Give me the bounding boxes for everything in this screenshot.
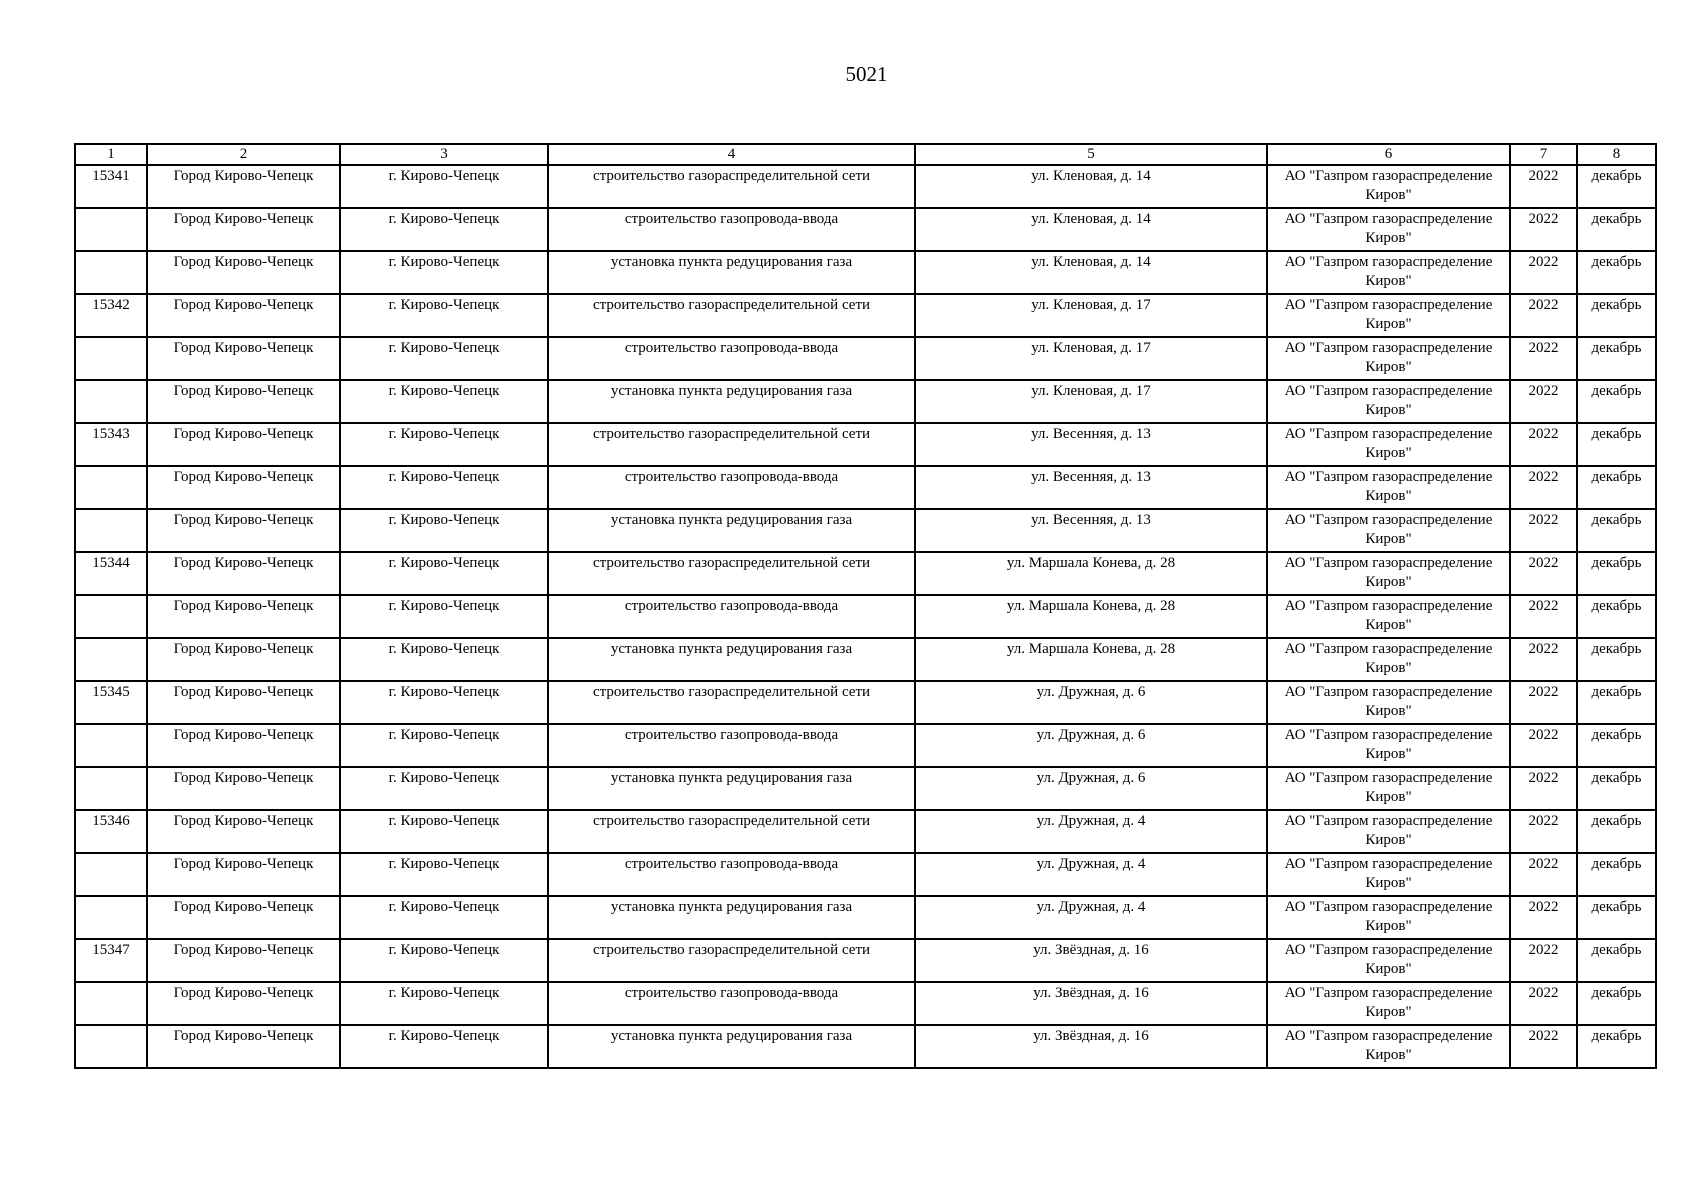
work-type-cell: установка пункта редуцирования газа bbox=[548, 638, 915, 681]
row-number-cell: 15342 bbox=[75, 294, 147, 337]
month-cell: декабрь bbox=[1577, 380, 1656, 423]
address-cell: ул. Весенняя, д. 13 bbox=[915, 509, 1267, 552]
column-header: 3 bbox=[340, 144, 548, 165]
year-cell: 2022 bbox=[1510, 681, 1577, 724]
municipality-cell: Город Кирово-Чепецк bbox=[147, 767, 340, 810]
locality-cell: г. Кирово-Чепецк bbox=[340, 767, 548, 810]
month-cell: декабрь bbox=[1577, 982, 1656, 1025]
address-cell: ул. Кленовая, д. 14 bbox=[915, 251, 1267, 294]
work-type-cell: строительство газораспределительной сети bbox=[548, 681, 915, 724]
address-cell: ул. Дружная, д. 6 bbox=[915, 681, 1267, 724]
work-type-cell: строительство газопровода-ввода bbox=[548, 208, 915, 251]
table-row bbox=[75, 810, 1656, 853]
row-number-cell bbox=[75, 982, 147, 1025]
organization-cell: АО "Газпром газораспределение Киров" bbox=[1267, 251, 1510, 294]
municipality-cell: Город Кирово-Чепецк bbox=[147, 509, 340, 552]
work-type-cell: установка пункта редуцирования газа bbox=[548, 380, 915, 423]
month-cell: декабрь bbox=[1577, 767, 1656, 810]
organization-cell: АО "Газпром газораспределение Киров" bbox=[1267, 509, 1510, 552]
municipality-cell: Город Кирово-Чепецк bbox=[147, 466, 340, 509]
year-cell: 2022 bbox=[1510, 853, 1577, 896]
work-type-cell: установка пункта редуцирования газа bbox=[548, 896, 915, 939]
organization-cell: АО "Газпром газораспределение Киров" bbox=[1267, 896, 1510, 939]
address-cell: ул. Маршала Конева, д. 28 bbox=[915, 552, 1267, 595]
row-number-cell bbox=[75, 1025, 147, 1068]
address-cell: ул. Кленовая, д. 17 bbox=[915, 380, 1267, 423]
work-type-cell: строительство газопровода-ввода bbox=[548, 853, 915, 896]
address-cell: ул. Звёздная, д. 16 bbox=[915, 1025, 1267, 1068]
column-header: 4 bbox=[548, 144, 915, 165]
table-row bbox=[75, 1025, 1656, 1068]
row-number-cell bbox=[75, 509, 147, 552]
organization-cell: АО "Газпром газораспределение Киров" bbox=[1267, 810, 1510, 853]
locality-cell: г. Кирово-Чепецк bbox=[340, 810, 548, 853]
month-cell: декабрь bbox=[1577, 552, 1656, 595]
work-type-cell: установка пункта редуцирования газа bbox=[548, 767, 915, 810]
month-cell: декабрь bbox=[1577, 939, 1656, 982]
table-row bbox=[75, 853, 1656, 896]
address-cell: ул. Маршала Конева, д. 28 bbox=[915, 595, 1267, 638]
organization-cell: АО "Газпром газораспределение Киров" bbox=[1267, 853, 1510, 896]
locality-cell: г. Кирово-Чепецк bbox=[340, 939, 548, 982]
locality-cell: г. Кирово-Чепецк bbox=[340, 552, 548, 595]
address-cell: ул. Звёздная, д. 16 bbox=[915, 939, 1267, 982]
address-cell: ул. Кленовая, д. 14 bbox=[915, 165, 1267, 208]
address-cell: ул. Дружная, д. 6 bbox=[915, 767, 1267, 810]
year-cell: 2022 bbox=[1510, 767, 1577, 810]
column-header: 7 bbox=[1510, 144, 1577, 165]
month-cell: декабрь bbox=[1577, 638, 1656, 681]
month-cell: декабрь bbox=[1577, 251, 1656, 294]
year-cell: 2022 bbox=[1510, 251, 1577, 294]
locality-cell: г. Кирово-Чепецк bbox=[340, 509, 548, 552]
row-number-cell bbox=[75, 638, 147, 681]
address-cell: ул. Кленовая, д. 17 bbox=[915, 294, 1267, 337]
table-row bbox=[75, 982, 1656, 1025]
organization-cell: АО "Газпром газораспределение Киров" bbox=[1267, 380, 1510, 423]
locality-cell: г. Кирово-Чепецк bbox=[340, 337, 548, 380]
locality-cell: г. Кирово-Чепецк bbox=[340, 681, 548, 724]
table-row bbox=[75, 638, 1656, 681]
row-number-cell: 15346 bbox=[75, 810, 147, 853]
address-cell: ул. Кленовая, д. 17 bbox=[915, 337, 1267, 380]
month-cell: декабрь bbox=[1577, 1025, 1656, 1068]
table-row bbox=[75, 423, 1656, 466]
column-header: 8 bbox=[1577, 144, 1656, 165]
column-header: 2 bbox=[147, 144, 340, 165]
locality-cell: г. Кирово-Чепецк bbox=[340, 294, 548, 337]
month-cell: декабрь bbox=[1577, 896, 1656, 939]
header-row bbox=[75, 144, 1656, 165]
address-cell: ул. Дружная, д. 6 bbox=[915, 724, 1267, 767]
address-cell: ул. Кленовая, д. 14 bbox=[915, 208, 1267, 251]
year-cell: 2022 bbox=[1510, 724, 1577, 767]
municipality-cell: Город Кирово-Чепецк bbox=[147, 982, 340, 1025]
row-number-cell bbox=[75, 466, 147, 509]
work-type-cell: строительство газопровода-ввода bbox=[548, 724, 915, 767]
locality-cell: г. Кирово-Чепецк bbox=[340, 165, 548, 208]
year-cell: 2022 bbox=[1510, 380, 1577, 423]
row-number-cell bbox=[75, 595, 147, 638]
municipality-cell: Город Кирово-Чепецк bbox=[147, 724, 340, 767]
month-cell: декабрь bbox=[1577, 466, 1656, 509]
table-row bbox=[75, 767, 1656, 810]
locality-cell: г. Кирово-Чепецк bbox=[340, 595, 548, 638]
municipality-cell: Город Кирово-Чепецк bbox=[147, 896, 340, 939]
municipality-cell: Город Кирово-Чепецк bbox=[147, 337, 340, 380]
municipality-cell: Город Кирово-Чепецк bbox=[147, 165, 340, 208]
work-type-cell: строительство газораспределительной сети bbox=[548, 294, 915, 337]
table-row bbox=[75, 380, 1656, 423]
address-cell: ул. Дружная, д. 4 bbox=[915, 853, 1267, 896]
year-cell: 2022 bbox=[1510, 896, 1577, 939]
month-cell: декабрь bbox=[1577, 165, 1656, 208]
locality-cell: г. Кирово-Чепецк bbox=[340, 724, 548, 767]
locality-cell: г. Кирово-Чепецк bbox=[340, 380, 548, 423]
page-number: 5021 bbox=[845, 62, 888, 86]
address-cell: ул. Маршала Конева, д. 28 bbox=[915, 638, 1267, 681]
row-number-cell bbox=[75, 337, 147, 380]
organization-cell: АО "Газпром газораспределение Киров" bbox=[1267, 294, 1510, 337]
month-cell: декабрь bbox=[1577, 681, 1656, 724]
year-cell: 2022 bbox=[1510, 638, 1577, 681]
row-number-cell: 15343 bbox=[75, 423, 147, 466]
locality-cell: г. Кирово-Чепецк bbox=[340, 982, 548, 1025]
column-header: 5 bbox=[915, 144, 1267, 165]
municipality-cell: Город Кирово-Чепецк bbox=[147, 939, 340, 982]
month-cell: декабрь bbox=[1577, 509, 1656, 552]
organization-cell: АО "Газпром газораспределение Киров" bbox=[1267, 337, 1510, 380]
row-number-cell bbox=[75, 724, 147, 767]
month-cell: декабрь bbox=[1577, 294, 1656, 337]
work-type-cell: строительство газораспределительной сети bbox=[548, 165, 915, 208]
table-row bbox=[75, 595, 1656, 638]
organization-cell: АО "Газпром газораспределение Киров" bbox=[1267, 724, 1510, 767]
locality-cell: г. Кирово-Чепецк bbox=[340, 251, 548, 294]
column-header: 1 bbox=[75, 144, 147, 165]
year-cell: 2022 bbox=[1510, 939, 1577, 982]
year-cell: 2022 bbox=[1510, 294, 1577, 337]
work-type-cell: установка пункта редуцирования газа bbox=[548, 251, 915, 294]
organization-cell: АО "Газпром газораспределение Киров" bbox=[1267, 466, 1510, 509]
table-row bbox=[75, 208, 1656, 251]
row-number-cell bbox=[75, 896, 147, 939]
table-row bbox=[75, 165, 1656, 208]
municipality-cell: Город Кирово-Чепецк bbox=[147, 681, 340, 724]
year-cell: 2022 bbox=[1510, 165, 1577, 208]
table-row bbox=[75, 681, 1656, 724]
table-row bbox=[75, 337, 1656, 380]
month-cell: декабрь bbox=[1577, 208, 1656, 251]
address-cell: ул. Весенняя, д. 13 bbox=[915, 466, 1267, 509]
month-cell: декабрь bbox=[1577, 337, 1656, 380]
work-type-cell: строительство газопровода-ввода bbox=[548, 595, 915, 638]
locality-cell: г. Кирово-Чепецк bbox=[340, 1025, 548, 1068]
address-cell: ул. Звёздная, д. 16 bbox=[915, 982, 1267, 1025]
work-type-cell: установка пункта редуцирования газа bbox=[548, 509, 915, 552]
address-cell: ул. Дружная, д. 4 bbox=[915, 810, 1267, 853]
municipality-cell: Город Кирово-Чепецк bbox=[147, 1025, 340, 1068]
address-cell: ул. Дружная, д. 4 bbox=[915, 896, 1267, 939]
month-cell: декабрь bbox=[1577, 810, 1656, 853]
municipality-cell: Город Кирово-Чепецк bbox=[147, 552, 340, 595]
locality-cell: г. Кирово-Чепецк bbox=[340, 423, 548, 466]
municipality-cell: Город Кирово-Чепецк bbox=[147, 208, 340, 251]
table-row bbox=[75, 294, 1656, 337]
work-type-cell: строительство газораспределительной сети bbox=[548, 939, 915, 982]
month-cell: декабрь bbox=[1577, 423, 1656, 466]
municipality-cell: Город Кирово-Чепецк bbox=[147, 853, 340, 896]
year-cell: 2022 bbox=[1510, 810, 1577, 853]
work-type-cell: строительство газораспределительной сети bbox=[548, 552, 915, 595]
organization-cell: АО "Газпром газораспределение Киров" bbox=[1267, 595, 1510, 638]
year-cell: 2022 bbox=[1510, 1025, 1577, 1068]
table-row bbox=[75, 896, 1656, 939]
year-cell: 2022 bbox=[1510, 595, 1577, 638]
locality-cell: г. Кирово-Чепецк bbox=[340, 638, 548, 681]
organization-cell: АО "Газпром газораспределение Киров" bbox=[1267, 939, 1510, 982]
table-row bbox=[75, 509, 1656, 552]
municipality-cell: Город Кирово-Чепецк bbox=[147, 294, 340, 337]
column-header: 6 bbox=[1267, 144, 1510, 165]
year-cell: 2022 bbox=[1510, 423, 1577, 466]
month-cell: декабрь bbox=[1577, 724, 1656, 767]
municipality-cell: Город Кирово-Чепецк bbox=[147, 380, 340, 423]
table-row bbox=[75, 466, 1656, 509]
work-type-cell: строительство газораспределительной сети bbox=[548, 810, 915, 853]
municipality-cell: Город Кирово-Чепецк bbox=[147, 810, 340, 853]
work-type-cell: установка пункта редуцирования газа bbox=[548, 1025, 915, 1068]
data-table bbox=[74, 143, 1657, 1069]
municipality-cell: Город Кирово-Чепецк bbox=[147, 638, 340, 681]
row-number-cell bbox=[75, 767, 147, 810]
work-type-cell: строительство газопровода-ввода bbox=[548, 466, 915, 509]
locality-cell: г. Кирово-Чепецк bbox=[340, 896, 548, 939]
table-body bbox=[75, 165, 1656, 1068]
table-row bbox=[75, 939, 1656, 982]
municipality-cell: Город Кирово-Чепецк bbox=[147, 595, 340, 638]
organization-cell: АО "Газпром газораспределение Киров" bbox=[1267, 1025, 1510, 1068]
year-cell: 2022 bbox=[1510, 982, 1577, 1025]
year-cell: 2022 bbox=[1510, 208, 1577, 251]
row-number-cell: 15345 bbox=[75, 681, 147, 724]
organization-cell: АО "Газпром газораспределение Киров" bbox=[1267, 208, 1510, 251]
row-number-cell bbox=[75, 208, 147, 251]
work-type-cell: строительство газопровода-ввода bbox=[548, 982, 915, 1025]
locality-cell: г. Кирово-Чепецк bbox=[340, 466, 548, 509]
address-cell: ул. Весенняя, д. 13 bbox=[915, 423, 1267, 466]
locality-cell: г. Кирово-Чепецк bbox=[340, 853, 548, 896]
organization-cell: АО "Газпром газораспределение Киров" bbox=[1267, 681, 1510, 724]
organization-cell: АО "Газпром газораспределение Киров" bbox=[1267, 767, 1510, 810]
organization-cell: АО "Газпром газораспределение Киров" bbox=[1267, 165, 1510, 208]
organization-cell: АО "Газпром газораспределение Киров" bbox=[1267, 982, 1510, 1025]
organization-cell: АО "Газпром газораспределение Киров" bbox=[1267, 638, 1510, 681]
row-number-cell bbox=[75, 853, 147, 896]
row-number-cell: 15341 bbox=[75, 165, 147, 208]
row-number-cell bbox=[75, 380, 147, 423]
work-type-cell: строительство газопровода-ввода bbox=[548, 337, 915, 380]
month-cell: декабрь bbox=[1577, 595, 1656, 638]
table-row bbox=[75, 724, 1656, 767]
row-number-cell: 15344 bbox=[75, 552, 147, 595]
year-cell: 2022 bbox=[1510, 337, 1577, 380]
row-number-cell: 15347 bbox=[75, 939, 147, 982]
municipality-cell: Город Кирово-Чепецк bbox=[147, 251, 340, 294]
municipality-cell: Город Кирово-Чепецк bbox=[147, 423, 340, 466]
organization-cell: АО "Газпром газораспределение Киров" bbox=[1267, 552, 1510, 595]
row-number-cell bbox=[75, 251, 147, 294]
month-cell: декабрь bbox=[1577, 853, 1656, 896]
table-row bbox=[75, 251, 1656, 294]
organization-cell: АО "Газпром газораспределение Киров" bbox=[1267, 423, 1510, 466]
table-row bbox=[75, 552, 1656, 595]
work-type-cell: строительство газораспределительной сети bbox=[548, 423, 915, 466]
year-cell: 2022 bbox=[1510, 552, 1577, 595]
locality-cell: г. Кирово-Чепецк bbox=[340, 208, 548, 251]
year-cell: 2022 bbox=[1510, 466, 1577, 509]
year-cell: 2022 bbox=[1510, 509, 1577, 552]
